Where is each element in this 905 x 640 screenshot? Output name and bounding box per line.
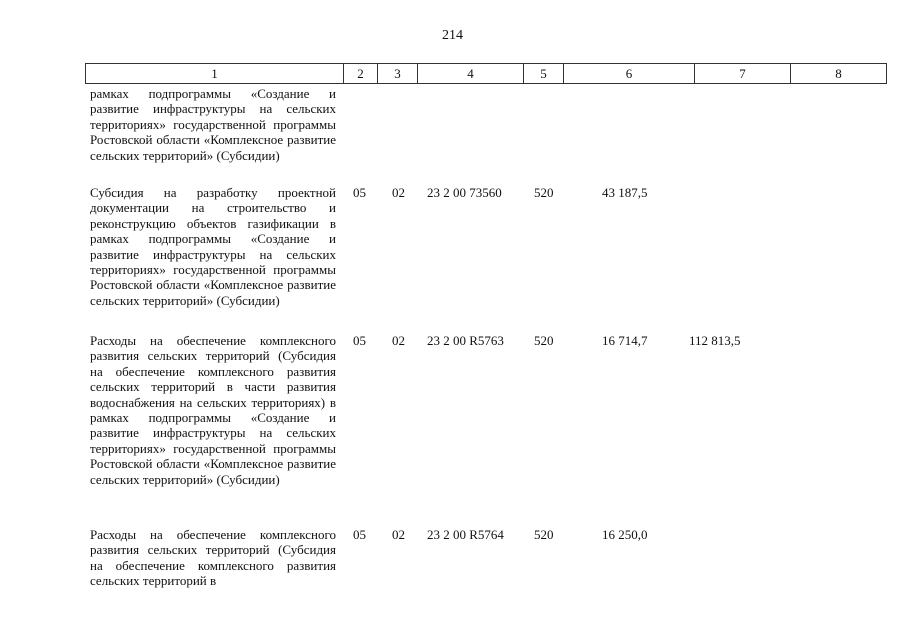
header-col-1: 1 xyxy=(86,64,344,83)
amount-col-7: 112 813,5 xyxy=(689,333,741,348)
row-description: Расходы на обеспечение комплексного развития сельских территорий (Субсидия на обеспечение комплексного развития сельских территорий в части развития водоснабжения на сельских территориях) в рамках подпрограммы «Создание и развитие инфраструктуры на сельских территориях» государственной программы Ростовской области «Комплексное развитие сельских территорий» (Субсидии) xyxy=(90,333,336,487)
subsection-code: 02 xyxy=(392,527,405,542)
header-col-7: 7 xyxy=(695,64,791,83)
table-header xyxy=(85,63,887,84)
amount-col-6: 16 714,7 xyxy=(602,333,648,348)
row-description: рамках подпрограммы «Создание и развитие инфраструктуры на сельских территориях» государственной программы Ростовской области «Комплексное развитие сельских территорий» (Субсидии) xyxy=(90,86,336,163)
subsection-code: 02 xyxy=(392,185,405,200)
section-code: 05 xyxy=(353,527,366,542)
header-col-8: 8 xyxy=(835,66,842,81)
row-description: Субсидия на разработку проектной документации на строительство и реконструкцию объектов газификации в рамках подпрограммы «Создание и развитие инфраструктуры на сельских территориях» государственной программы Ростовской области «Комплексное развитие сельских территорий» (Субсидии) xyxy=(90,185,336,308)
row-description: Расходы на обеспечение комплексного развития сельских территорий (Субсидия на обеспечение комплексного развития сельских территорий в xyxy=(90,527,336,589)
subsection-code: 02 xyxy=(392,333,405,348)
target-article-code: 23 2 00 R5763 xyxy=(427,333,504,348)
header-col-3: 3 xyxy=(378,64,418,83)
amount-col-6: 43 187,5 xyxy=(602,185,648,200)
header-col-4: 4 xyxy=(418,64,524,83)
section-code: 05 xyxy=(353,333,366,348)
section-code: 05 xyxy=(353,185,366,200)
target-article-code: 23 2 00 73560 xyxy=(427,185,502,200)
amount-col-6: 16 250,0 xyxy=(602,527,648,542)
expense-type-code: 520 xyxy=(534,333,554,348)
expense-type-code: 520 xyxy=(534,527,554,542)
page-number: 214 xyxy=(442,28,463,43)
header-col-5: 5 xyxy=(524,64,564,83)
header-col-6: 6 xyxy=(564,64,695,83)
expense-type-code: 520 xyxy=(534,185,554,200)
header-col-2: 2 xyxy=(344,64,378,83)
target-article-code: 23 2 00 R5764 xyxy=(427,527,504,542)
